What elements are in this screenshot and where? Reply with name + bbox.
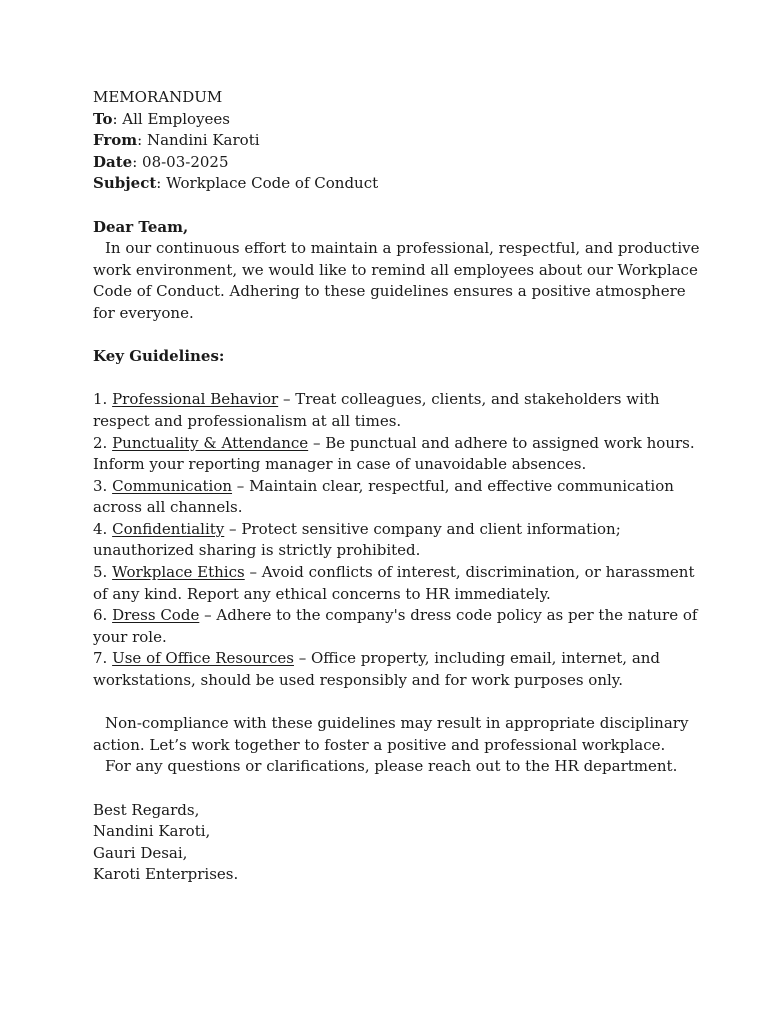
- spacer: [93, 692, 683, 714]
- guideline-text-cont: of any kind. Report any ethical concerns to HR immediately.: [93, 584, 551, 603]
- guideline-item: [93, 433, 695, 476]
- guideline-number: 3.: [93, 476, 113, 495]
- memo-date: [93, 152, 683, 174]
- guideline-title: Use of Office Resources: [112, 649, 294, 668]
- signoff-company: Karoti Enterprises.: [93, 865, 239, 884]
- guideline-text: – Adhere to the company's dress code policy as per the nature of: [199, 606, 698, 625]
- from-label: From: [93, 131, 138, 150]
- guideline-title: Punctuality & Attendance: [112, 433, 309, 452]
- guideline-number: 1.: [93, 390, 113, 409]
- salutation: Dear Team,: [93, 217, 189, 236]
- guideline-text-cont: workstations, should be used responsibly and for work purposes only.: [93, 671, 624, 690]
- to-label: To: [93, 109, 113, 128]
- subject-value: : Workplace Code of Conduct: [156, 174, 379, 193]
- closing-line: For any questions or clarifications, please reach out to the HR department.: [105, 757, 678, 776]
- signoff-name: Gauri Desai,: [93, 843, 188, 862]
- intro-line: work environment, we would like to remind all employees about our Workplace: [93, 260, 698, 279]
- spacer: [93, 325, 683, 347]
- date-value: : 08-03-2025: [132, 152, 229, 171]
- signoff-regards: Best Regards,: [93, 800, 200, 819]
- closing-line: action. Let’s work together to foster a positive and professional workplace.: [93, 735, 666, 754]
- signoff-name: Nandini Karoti,: [93, 822, 211, 841]
- guideline-text: – Avoid conflicts of interest, discrimination, or harassment: [244, 563, 695, 582]
- date-label: Date: [93, 152, 133, 171]
- guideline-text-cont: respect and professionalism at all times.: [93, 411, 402, 430]
- spacer: [93, 195, 683, 217]
- memo-document: [93, 87, 700, 886]
- memo-to: [93, 109, 683, 131]
- guideline-item: [93, 605, 698, 648]
- guideline-number: 2.: [93, 433, 113, 452]
- guideline-title: Confidentiality: [112, 519, 225, 538]
- guideline-title: Professional Behavior: [112, 390, 279, 409]
- guideline-number: 5.: [93, 563, 113, 582]
- guideline-item: [93, 519, 683, 562]
- guideline-title: Workplace Ethics: [112, 563, 245, 582]
- guideline-text: – Be punctual and adhere to assigned work hours.: [308, 433, 695, 452]
- intro-line: for everyone.: [93, 303, 194, 322]
- guideline-number: 7.: [93, 649, 113, 668]
- guideline-item: [93, 562, 695, 605]
- memo-heading: MEMORANDUM: [93, 88, 223, 106]
- guideline-text-cont: unauthorized sharing is strictly prohibited.: [93, 541, 421, 560]
- memo-from: [93, 130, 683, 152]
- intro-line: In our continuous effort to maintain a professional, respectful, and productive: [105, 239, 700, 258]
- guideline-text-cont: Inform your reporting manager in case of unavoidable absences.: [93, 455, 587, 474]
- guideline-title: Dress Code: [112, 606, 200, 625]
- guideline-text: – Maintain clear, respectful, and effective communication: [232, 476, 674, 495]
- from-value: : Nandini Karoti: [137, 131, 260, 150]
- guideline-text-cont: your role.: [93, 627, 167, 646]
- guideline-text: – Treat colleagues, clients, and stakeholders with: [278, 390, 660, 409]
- subject-label: Subject: [93, 174, 157, 193]
- guideline-item: [93, 389, 683, 432]
- closing-line: Non-compliance with these guidelines may result in appropriate disciplinary: [105, 714, 689, 733]
- guideline-text: – Office property, including email, internet, and: [293, 649, 661, 668]
- guideline-title: Communication: [112, 476, 233, 495]
- guideline-item: [93, 648, 683, 691]
- guideline-text: – Protect sensitive company and client information;: [224, 519, 621, 538]
- guidelines-heading: Key Guidelines:: [93, 347, 225, 366]
- guideline-number: 4.: [93, 519, 113, 538]
- guideline-text-cont: across all channels.: [93, 498, 243, 517]
- guideline-item: [93, 476, 683, 519]
- to-value: : All Employees: [112, 109, 230, 128]
- spacer: [93, 778, 683, 800]
- guideline-number: 6.: [93, 606, 113, 625]
- spacer: [93, 368, 683, 390]
- intro-line: Code of Conduct. Adhering to these guidelines ensures a positive atmosphere: [93, 282, 686, 301]
- memo-subject: [93, 173, 683, 195]
